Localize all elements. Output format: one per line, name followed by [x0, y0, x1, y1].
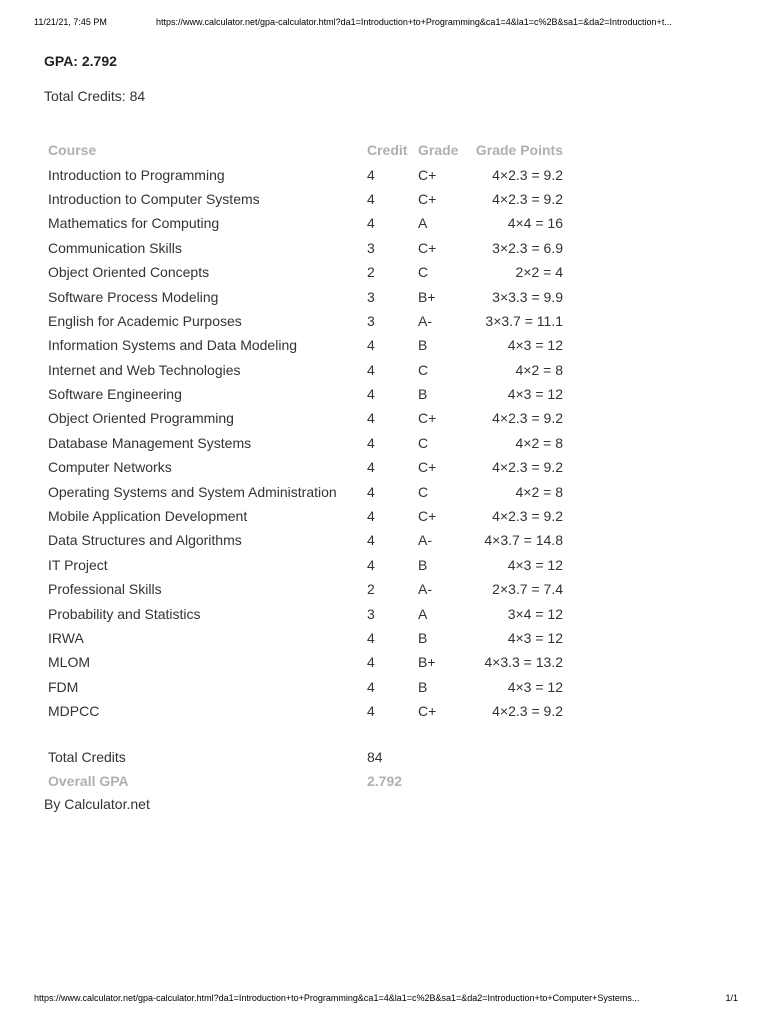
- table-row: [44, 431, 567, 455]
- print-header: [34, 17, 738, 31]
- cell-course: Internet and Web Technologies: [48, 361, 241, 378]
- cell-grade-points: 4×2.3 = 9.2: [492, 703, 563, 720]
- cell-credit: 4: [367, 337, 375, 354]
- cell-grade-points: 4×2 = 8: [515, 483, 563, 500]
- print-header-url: https://www.calculator.net/gpa-calculator.html?da1=Introduction+to+Programming&ca1=4&la1=c%2B&sa1=&da2=Introduction+t...: [156, 17, 672, 27]
- table-row: [44, 528, 567, 552]
- cell-grade-points: 3×3.7 = 11.1: [485, 312, 563, 329]
- cell-course: Object Oriented Programming: [48, 410, 234, 427]
- cell-grade: B: [418, 337, 428, 354]
- cell-grade: C: [418, 483, 429, 500]
- cell-course: Introduction to Computer Systems: [48, 190, 260, 207]
- table-row: [44, 162, 567, 186]
- cell-grade-points: 4×2.3 = 9.2: [492, 190, 563, 207]
- table-row: [44, 577, 567, 601]
- cell-course: Software Engineering: [48, 386, 182, 403]
- cell-credit: 4: [367, 630, 375, 646]
- table-row: [44, 382, 567, 406]
- cell-credit: 4: [367, 556, 375, 573]
- cell-grade: C+: [418, 410, 437, 427]
- cell-grade: C+: [418, 190, 437, 207]
- cell-credit: 3: [367, 312, 375, 329]
- cell-grade: C+: [418, 166, 437, 183]
- table-row: [44, 333, 567, 357]
- cell-grade-points: 4×2 = 8: [515, 434, 563, 451]
- table-row: [44, 211, 567, 235]
- cell-grade: C+: [418, 703, 437, 720]
- cell-credit: 4: [367, 508, 375, 525]
- cell-course: IT Project: [48, 556, 108, 573]
- print-footer-url: https://www.calculator.net/gpa-calculator.html?da1=Introduction+to+Programming&ca1=4&la1=c%2B&sa1=&da2=Introduction+to+Computer+Systems...: [34, 993, 640, 1003]
- cell-credit: 3: [367, 288, 375, 305]
- cell-course: MDPCC: [48, 703, 100, 720]
- cell-credit: 4: [367, 434, 375, 451]
- cell-grade: A: [418, 215, 428, 232]
- summary-overall-gpa-label: Overall GPA: [48, 773, 129, 789]
- cell-grade-points: 4×4 = 16: [507, 215, 563, 232]
- cell-course: Operating Systems and System Administration: [48, 483, 337, 500]
- cell-grade-points: 4×2.3 = 9.2: [492, 459, 563, 476]
- cell-credit: 4: [367, 361, 375, 378]
- cell-grade: C+: [418, 459, 437, 476]
- cell-grade-points: 4×3 = 12: [507, 678, 563, 695]
- table-row: [44, 675, 567, 699]
- table-row: [44, 358, 567, 382]
- table-row: [44, 553, 567, 577]
- cell-course: MLOM: [48, 654, 90, 671]
- cell-credit: 4: [367, 532, 375, 549]
- cell-credit: 4: [367, 190, 375, 207]
- cell-grade: C: [418, 434, 429, 451]
- cell-course: English for Academic Purposes: [48, 312, 242, 329]
- cell-grade-points: 3×2.3 = 6.9: [492, 239, 563, 256]
- header-credit: Credit: [367, 142, 408, 159]
- cell-credit: 4: [367, 410, 375, 427]
- table-row: [44, 455, 567, 479]
- cell-course: Information Systems and Data Modeling: [48, 337, 298, 354]
- cell-grade: C: [418, 361, 429, 378]
- table-row: [44, 309, 567, 333]
- cell-credit: 4: [367, 703, 375, 720]
- cell-grade-points: 3×4 = 12: [507, 605, 563, 622]
- table-row: [44, 284, 567, 308]
- table-row: [44, 187, 567, 211]
- table-row: [44, 406, 567, 430]
- cell-grade: C+: [418, 239, 437, 256]
- cell-grade-points: 4×2.3 = 9.2: [492, 166, 563, 183]
- cell-course: Communication Skills: [48, 239, 182, 256]
- cell-grade: B: [418, 630, 428, 646]
- cell-grade: C+: [418, 508, 437, 525]
- gpa-table: [44, 138, 567, 723]
- table-row: [44, 601, 567, 625]
- cell-grade-points: 4×3 = 12: [507, 556, 563, 573]
- cell-course: Probability and Statistics: [48, 605, 201, 622]
- cell-credit: 4: [367, 483, 375, 500]
- cell-grade: B+: [418, 288, 436, 305]
- table-row: [44, 650, 567, 674]
- header-grade-points: Grade Points: [475, 142, 563, 159]
- cell-grade-points: 4×2.3 = 9.2: [492, 410, 563, 427]
- table-body: [44, 162, 567, 723]
- cell-grade-points: 2×3.7 = 7.4: [492, 581, 563, 598]
- header-course: Course: [48, 142, 97, 159]
- byline: By Calculator.net: [44, 796, 150, 812]
- table-header-row: [44, 138, 567, 162]
- cell-course: IRWA: [48, 630, 84, 646]
- cell-grade-points: 4×3 = 12: [507, 630, 563, 646]
- total-credits-line: Total Credits: 84: [44, 88, 146, 104]
- cell-course: Mathematics for Computing: [48, 215, 220, 232]
- cell-credit: 3: [367, 605, 375, 622]
- cell-grade: A-: [418, 581, 432, 598]
- cell-grade: A-: [418, 312, 432, 329]
- cell-credit: 4: [367, 459, 375, 476]
- cell-course: Professional Skills: [48, 581, 162, 598]
- cell-grade: A-: [418, 532, 432, 549]
- cell-credit: 4: [367, 386, 375, 403]
- summary-total-credits-value: 84: [367, 749, 383, 765]
- table-row: [44, 699, 567, 723]
- cell-grade: B: [418, 386, 428, 403]
- table-row: [44, 504, 567, 528]
- cell-course: Mobile Application Development: [48, 508, 248, 525]
- cell-grade: B: [418, 556, 428, 573]
- cell-credit: 2: [367, 264, 375, 281]
- cell-course: Object Oriented Concepts: [48, 264, 210, 281]
- cell-credit: 3: [367, 239, 375, 256]
- cell-credit: 4: [367, 215, 375, 232]
- cell-course: Data Structures and Algorithms: [48, 532, 242, 549]
- cell-credit: 2: [367, 581, 375, 598]
- cell-grade-points: 2×2 = 4: [515, 264, 563, 281]
- table-row: [44, 260, 567, 284]
- cell-credit: 4: [367, 678, 375, 695]
- cell-grade: C: [418, 264, 429, 281]
- cell-course: FDM: [48, 678, 79, 695]
- cell-grade-points: 4×2 = 8: [515, 361, 563, 378]
- cell-course: Introduction to Programming: [48, 166, 225, 183]
- cell-grade-points: 4×2.3 = 9.2: [492, 508, 563, 525]
- cell-credit: 4: [367, 166, 375, 183]
- cell-course: Software Process Modeling: [48, 288, 219, 305]
- summary-total-credits-label: Total Credits: [48, 749, 126, 765]
- print-datetime: 11/21/21, 7:45 PM: [34, 17, 107, 27]
- cell-grade: B+: [418, 654, 436, 671]
- cell-grade-points: 4×3.3 = 13.2: [484, 654, 563, 671]
- cell-grade-points: 4×3 = 12: [507, 386, 563, 403]
- print-footer: [34, 993, 738, 1007]
- summary: [44, 745, 406, 793]
- cell-credit: 4: [367, 654, 375, 671]
- cell-grade-points: 4×3.7 = 14.8: [484, 532, 563, 549]
- table-row: [44, 236, 567, 260]
- cell-grade-points: 4×3 = 12: [507, 337, 563, 354]
- summary-overall-gpa-value: 2.792: [367, 773, 403, 789]
- summary-overall-gpa-row: [44, 769, 406, 793]
- table-row: [44, 479, 567, 503]
- cell-grade: B: [418, 678, 428, 695]
- cell-course: Computer Networks: [48, 459, 172, 476]
- page-number: 1/1: [725, 993, 738, 1003]
- cell-grade-points: 3×3.3 = 9.9: [492, 288, 563, 305]
- header-grade: Grade: [418, 142, 459, 159]
- cell-grade: A: [418, 605, 428, 622]
- summary-total-credits-row: [44, 745, 406, 769]
- table-row: [44, 626, 567, 650]
- cell-course: Database Management Systems: [48, 434, 252, 451]
- gpa-heading: GPA: 2.792: [44, 53, 117, 69]
